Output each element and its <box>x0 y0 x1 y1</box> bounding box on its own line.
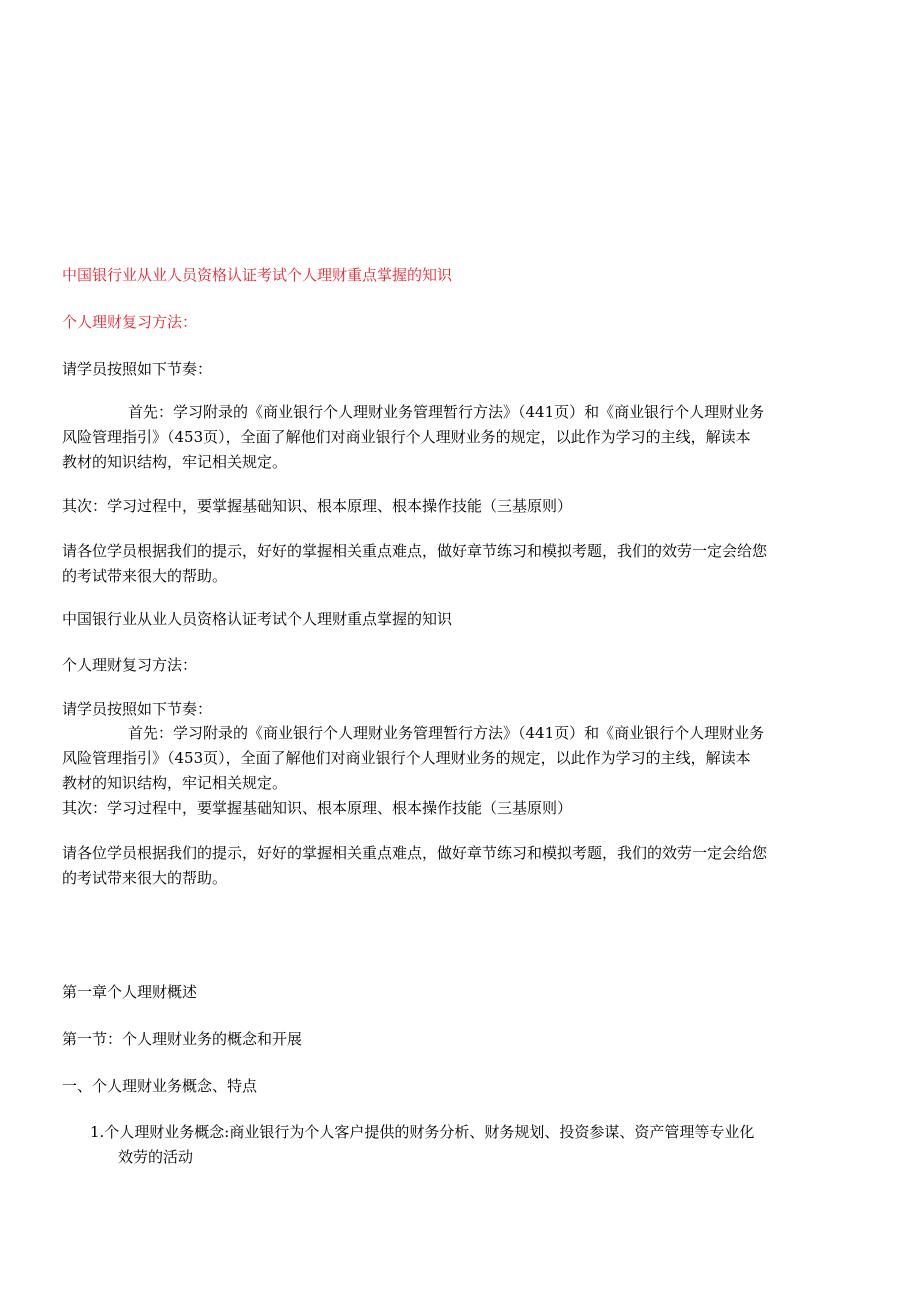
first-step-line-1: 首先：学习附录的《商业银行个人理财业务管理暂行方法》（441页）和《商业银行个人理财业务 <box>128 403 765 421</box>
intro-paragraph: 请学员按照如下节奏： <box>62 360 213 378</box>
list-item-1-line-2: 效劳的活动 <box>118 1148 194 1166</box>
first-step-repeat-line-1: 首先：学习附录的《商业银行个人理财业务管理暂行方法》（441页）和《商业银行个人理财业务 <box>128 724 765 742</box>
closing-line-1: 请各位学员根据我们的提示，好好的掌握相关重点难点，做好章节练习和模拟考题，我们的效劳一定会给您 <box>62 542 768 560</box>
closing-repeat-line-2: 的考试带来很大的帮助。 <box>62 869 228 887</box>
closing-line-2: 的考试带来很大的帮助。 <box>62 567 228 585</box>
first-step-line-3: 教材的知识结构，牢记相关规定。 <box>62 453 288 471</box>
subsection-title: 一、个人理财业务概念、特点 <box>62 1077 258 1095</box>
section-title: 第一节：个人理财业务的概念和开展 <box>62 1030 303 1048</box>
chapter-title: 第一章个人理财概述 <box>62 983 198 1001</box>
review-method-heading-repeat: 个人理财复习方法： <box>62 656 198 674</box>
first-step-repeat-line-2: 风险管理指引》（453页），全面了解他们对商业银行个人理财业务的规定，以此作为学习的主线，解读本 <box>62 749 751 767</box>
closing-repeat-line-1: 请各位学员根据我们的提示，好好的掌握相关重点难点，做好章节练习和模拟考题，我们的效劳一定会给您 <box>62 844 768 862</box>
first-step-repeat-line-3: 教材的知识结构，牢记相关规定。 <box>62 774 288 792</box>
second-step-repeat: 其次：学习过程中，要掌握基础知识、根本原理、根本操作技能（三基原则） <box>62 799 573 817</box>
document-title-red: 中国银行业从业人员资格认证考试个人理财重点掌握的知识 <box>62 266 453 284</box>
first-step-line-2: 风险管理指引》（453页），全面了解他们对商业银行个人理财业务的规定，以此作为学习的主线，解读本 <box>62 428 751 446</box>
list-item-1-line-1: 1.个人理财业务概念:商业银行为个人客户提供的财务分析、财务规划、投资参谋、资产管理等专业化 <box>90 1123 755 1141</box>
second-step-paragraph: 其次：学习过程中，要掌握基础知识、根本原理、根本操作技能（三基原则） <box>62 497 573 515</box>
intro-paragraph-repeat: 请学员按照如下节奏： <box>62 700 213 718</box>
review-method-heading-red: 个人理财复习方法： <box>62 313 198 331</box>
document-title-repeat: 中国银行业从业人员资格认证考试个人理财重点掌握的知识 <box>62 610 453 628</box>
